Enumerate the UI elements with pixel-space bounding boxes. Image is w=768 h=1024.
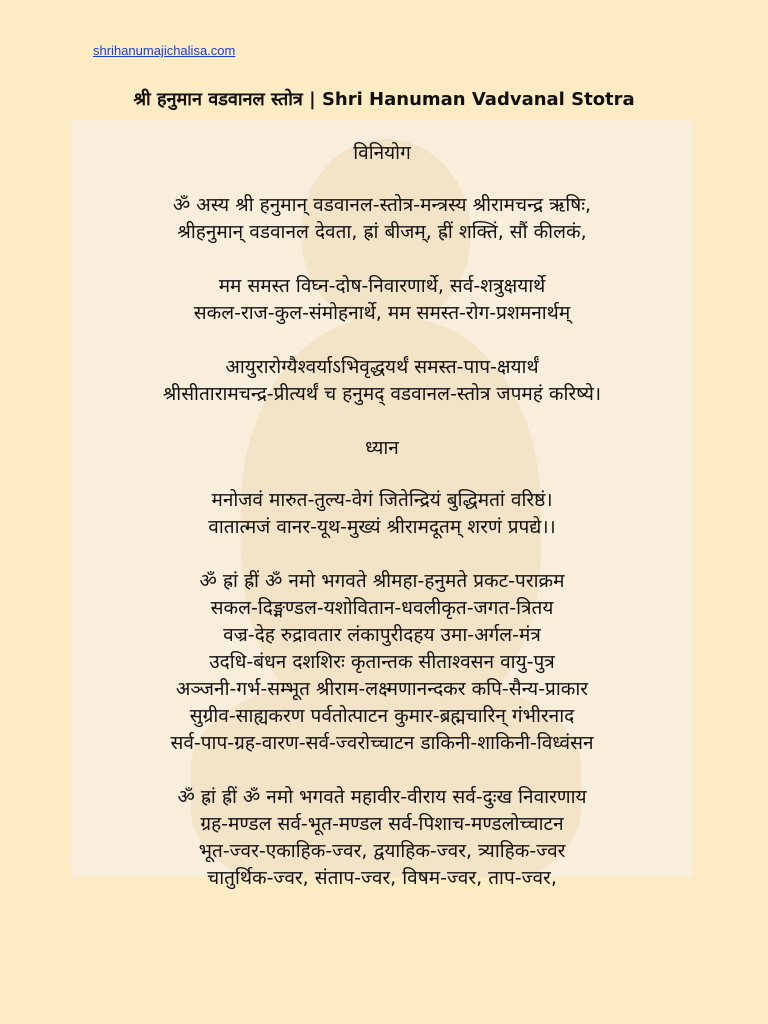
verse-line: अञ्जनी-गर्भ-सम्भूत श्रीराम-लक्ष्मणानन्दकर कपि-सैन्य-प्राकार bbox=[175, 678, 589, 700]
verse-line: सर्व-पाप-ग्रह-वारण-सर्व-ज्वरोच्चाटन डाकिनी-शाकिनी-विध्वंसन bbox=[170, 732, 594, 754]
verse-line: ॐ ह्रां ह्रीं ॐ नमो भगवते महावीर-वीराय सर्व-दुःख निवारणाय bbox=[177, 786, 587, 808]
verse-line: श्रीसीतारामचन्द्र-प्रीत्यर्थं च हनुमद् वडवानल-स्तोत्र जपमहं करिष्ये। bbox=[162, 383, 602, 405]
viniyog-verse bbox=[71, 273, 693, 327]
verse-line: ॐ ह्रां ह्रीं ॐ नमो भगवते श्रीमहा-हनुमते प्रकट-पराक्रम bbox=[199, 570, 565, 592]
dhyan-verse bbox=[71, 568, 693, 757]
verse-line: आयुरारोग्यैश्वर्याऽभिवृद्धयर्थं समस्त-पाप-क्षयार्थं bbox=[225, 356, 539, 378]
page-title: श्री हनुमान वडवानल स्तोत्र | Shri Hanuman Vadvanal Stotra bbox=[133, 89, 635, 110]
verse-line: उदधि-बंधन दशशिरः कृतान्तक सीताश्वसन वायु-पुत्र bbox=[209, 651, 555, 673]
viniyog-verse bbox=[71, 354, 693, 408]
verse-line: सकल-दिङ्मण्डल-यशोवितान-धवलीकृत-जगत-त्रितय bbox=[210, 597, 554, 619]
site-link[interactable]: shrihanumajichalisa.com bbox=[93, 43, 236, 58]
viniyog-heading: विनियोग bbox=[353, 142, 411, 164]
verse-line: ॐ अस्य श्री हनुमान् वडवानल-स्तोत्र-मन्त्रस्य श्रीरामचन्द्र ऋषिः, bbox=[172, 194, 592, 216]
verse-line: ग्रह-मण्डल सर्व-भूत-मण्डल सर्व-पिशाच-मण्डलोच्चाटन bbox=[200, 813, 564, 835]
verse-line: वातात्मजं वानर-यूथ-मुख्यं श्रीरामदूतम् शरणं प्रपद्ये।। bbox=[208, 516, 556, 538]
verse-line: श्रीहनुमान् वडवानल देवता, ह्रां बीजम्, ह्रीं शक्तिं, सौं कीलकं, bbox=[177, 221, 587, 243]
dhyan-verse bbox=[71, 784, 693, 892]
dhyan-heading: ध्यान bbox=[365, 437, 399, 459]
stotra-content bbox=[71, 140, 693, 892]
dhyan-verse bbox=[71, 487, 693, 541]
verse-line: मनोजवं मारुत-तुल्य-वेगं जितेन्द्रियं बुद्धिमतां वरिष्ठं। bbox=[211, 489, 553, 511]
verse-line: सकल-राज-कुल-संमोहनार्थे, मम समस्त-रोग-प्रशमनार्थम् bbox=[193, 302, 571, 324]
verse-line: मम समस्त विघ्न-दोष-निवारणार्थे, सर्व-शत्रुक्षयार्थे bbox=[218, 275, 546, 297]
verse-line: भूत-ज्वर-एकाहिक-ज्वर, द्वयाहिक-ज्वर, त्र्याहिक-ज्वर bbox=[198, 840, 566, 862]
verse-line: वज्र-देह रुद्रावतार लंकापुरीदहय उमा-अर्गल-मंत्र bbox=[223, 624, 541, 646]
verse-line: सुग्रीव-साह्यकरण पर्वतोत्पाटन कुमार-ब्रह्मचारिन् गंभीरनाद bbox=[189, 705, 575, 727]
viniyog-verse bbox=[71, 192, 693, 246]
verse-line: चातुर्थिक-ज्वर, संताप-ज्वर, विषम-ज्वर, ताप-ज्वर, bbox=[207, 867, 557, 889]
